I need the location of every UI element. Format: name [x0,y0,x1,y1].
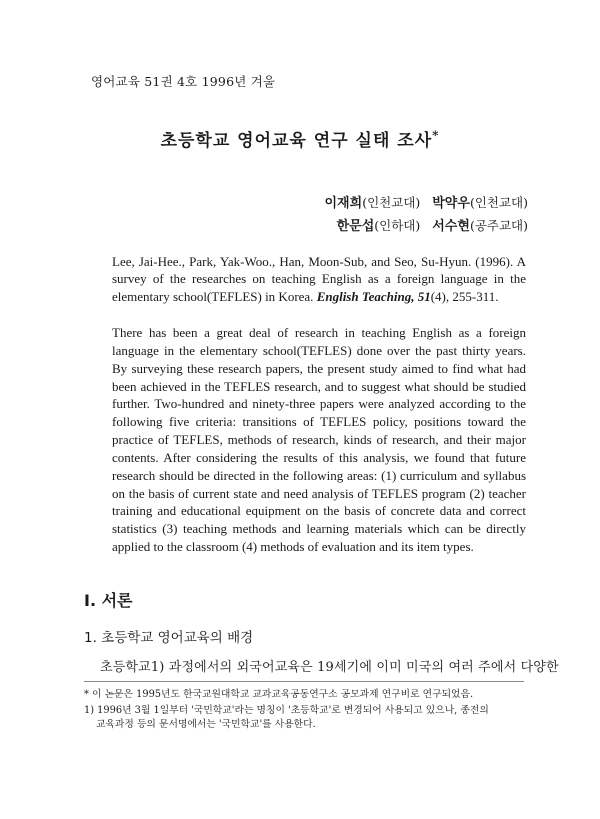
body-text: 초등학교1) 과정에서의 외국어교육은 19세기에 이미 미국의 여러 주에서 다양한 [100,660,559,675]
footnote-text: 1996년 3월 1일부터 '국민학교'라는 명칭이 '초등학교'로 변경되어 사용되고 있으나, 종전의 [94,705,489,716]
footnote-1 [84,688,529,702]
footnote-divider [84,681,524,682]
paper-title-text: 초등학교 영어교육 연구 실태 조사 [160,131,433,151]
author-name: 서수현 [432,219,470,234]
citation-issue-pages: (4), 255-311. [430,288,499,304]
footnote-text: 이 논문은 1995년도 한국교원대학교 교과교육공동연구소 공모과제 연구비로 연구되었음. [88,689,474,700]
section-heading: I. 서론 [84,591,133,610]
citation-authors: Lee, Jai-Hee., Park, Yak-Woo., Han, Moon-Sub, and Seo, Su-Hyun. (1996). [112,254,514,269]
paper-title [0,126,600,151]
citation-journal: English Teaching, 51 [316,288,431,304]
author-line-1 [325,192,529,211]
author-line-2 [337,215,528,234]
citation-title: A survey of the researches on teaching English as a foreign language in the elementary school(TEFLES) in Korea. [112,254,526,304]
author-affiliation: (공주교대) [469,218,528,233]
author-name: 한문섭 [336,219,375,234]
author-affiliation: (인하대) [374,218,421,233]
footnote-2 [84,704,529,732]
author-name: 박약우 [432,196,470,211]
author-name: 이재희 [324,196,363,211]
footnote-continuation: 교육과정 등의 문서명에서는 '국민학교'를 사용한다. [96,719,316,730]
footnote-mark: 1) [84,705,95,716]
subsection-heading: 1. 초등학교 영어교육의 배경 [84,630,254,646]
citation [112,253,526,305]
title-footnote-mark: * [432,128,440,143]
journal-header: 영어교육 51권 4호 1996년 겨울 [91,74,276,89]
abstract: There has been a great deal of research in teaching English as a foreign language in the elementary school(TEFLES) done over the past thirty years. By surveying these research papers, the present study aimed to find what had been achieved in the TEFLES research, and to suggest what should be studied further. Two-hundred and ninety-three papers were analyzed according to the following five criteria: transitions of TEFLES policy, positions toward the practice of TEFLES, methods of research, kinds of research, and their major contents. After considering the results of this analysis, we found that future research should be directed in the following areas: (1) curriculum and syllabus on the basis of current state and need analysis of TEFLES program (2) teacher training and educational equipment on the basis of concrete data and correct statistics (3) teaching methods and learning materials which can be directly applied to the classroom (4) methods of evaluation and its item types. [112,325,526,555]
author-affiliation: (인천교대) [362,195,421,210]
footnote-mark: * [84,689,89,700]
author-affiliation: (인천교대) [469,195,528,210]
